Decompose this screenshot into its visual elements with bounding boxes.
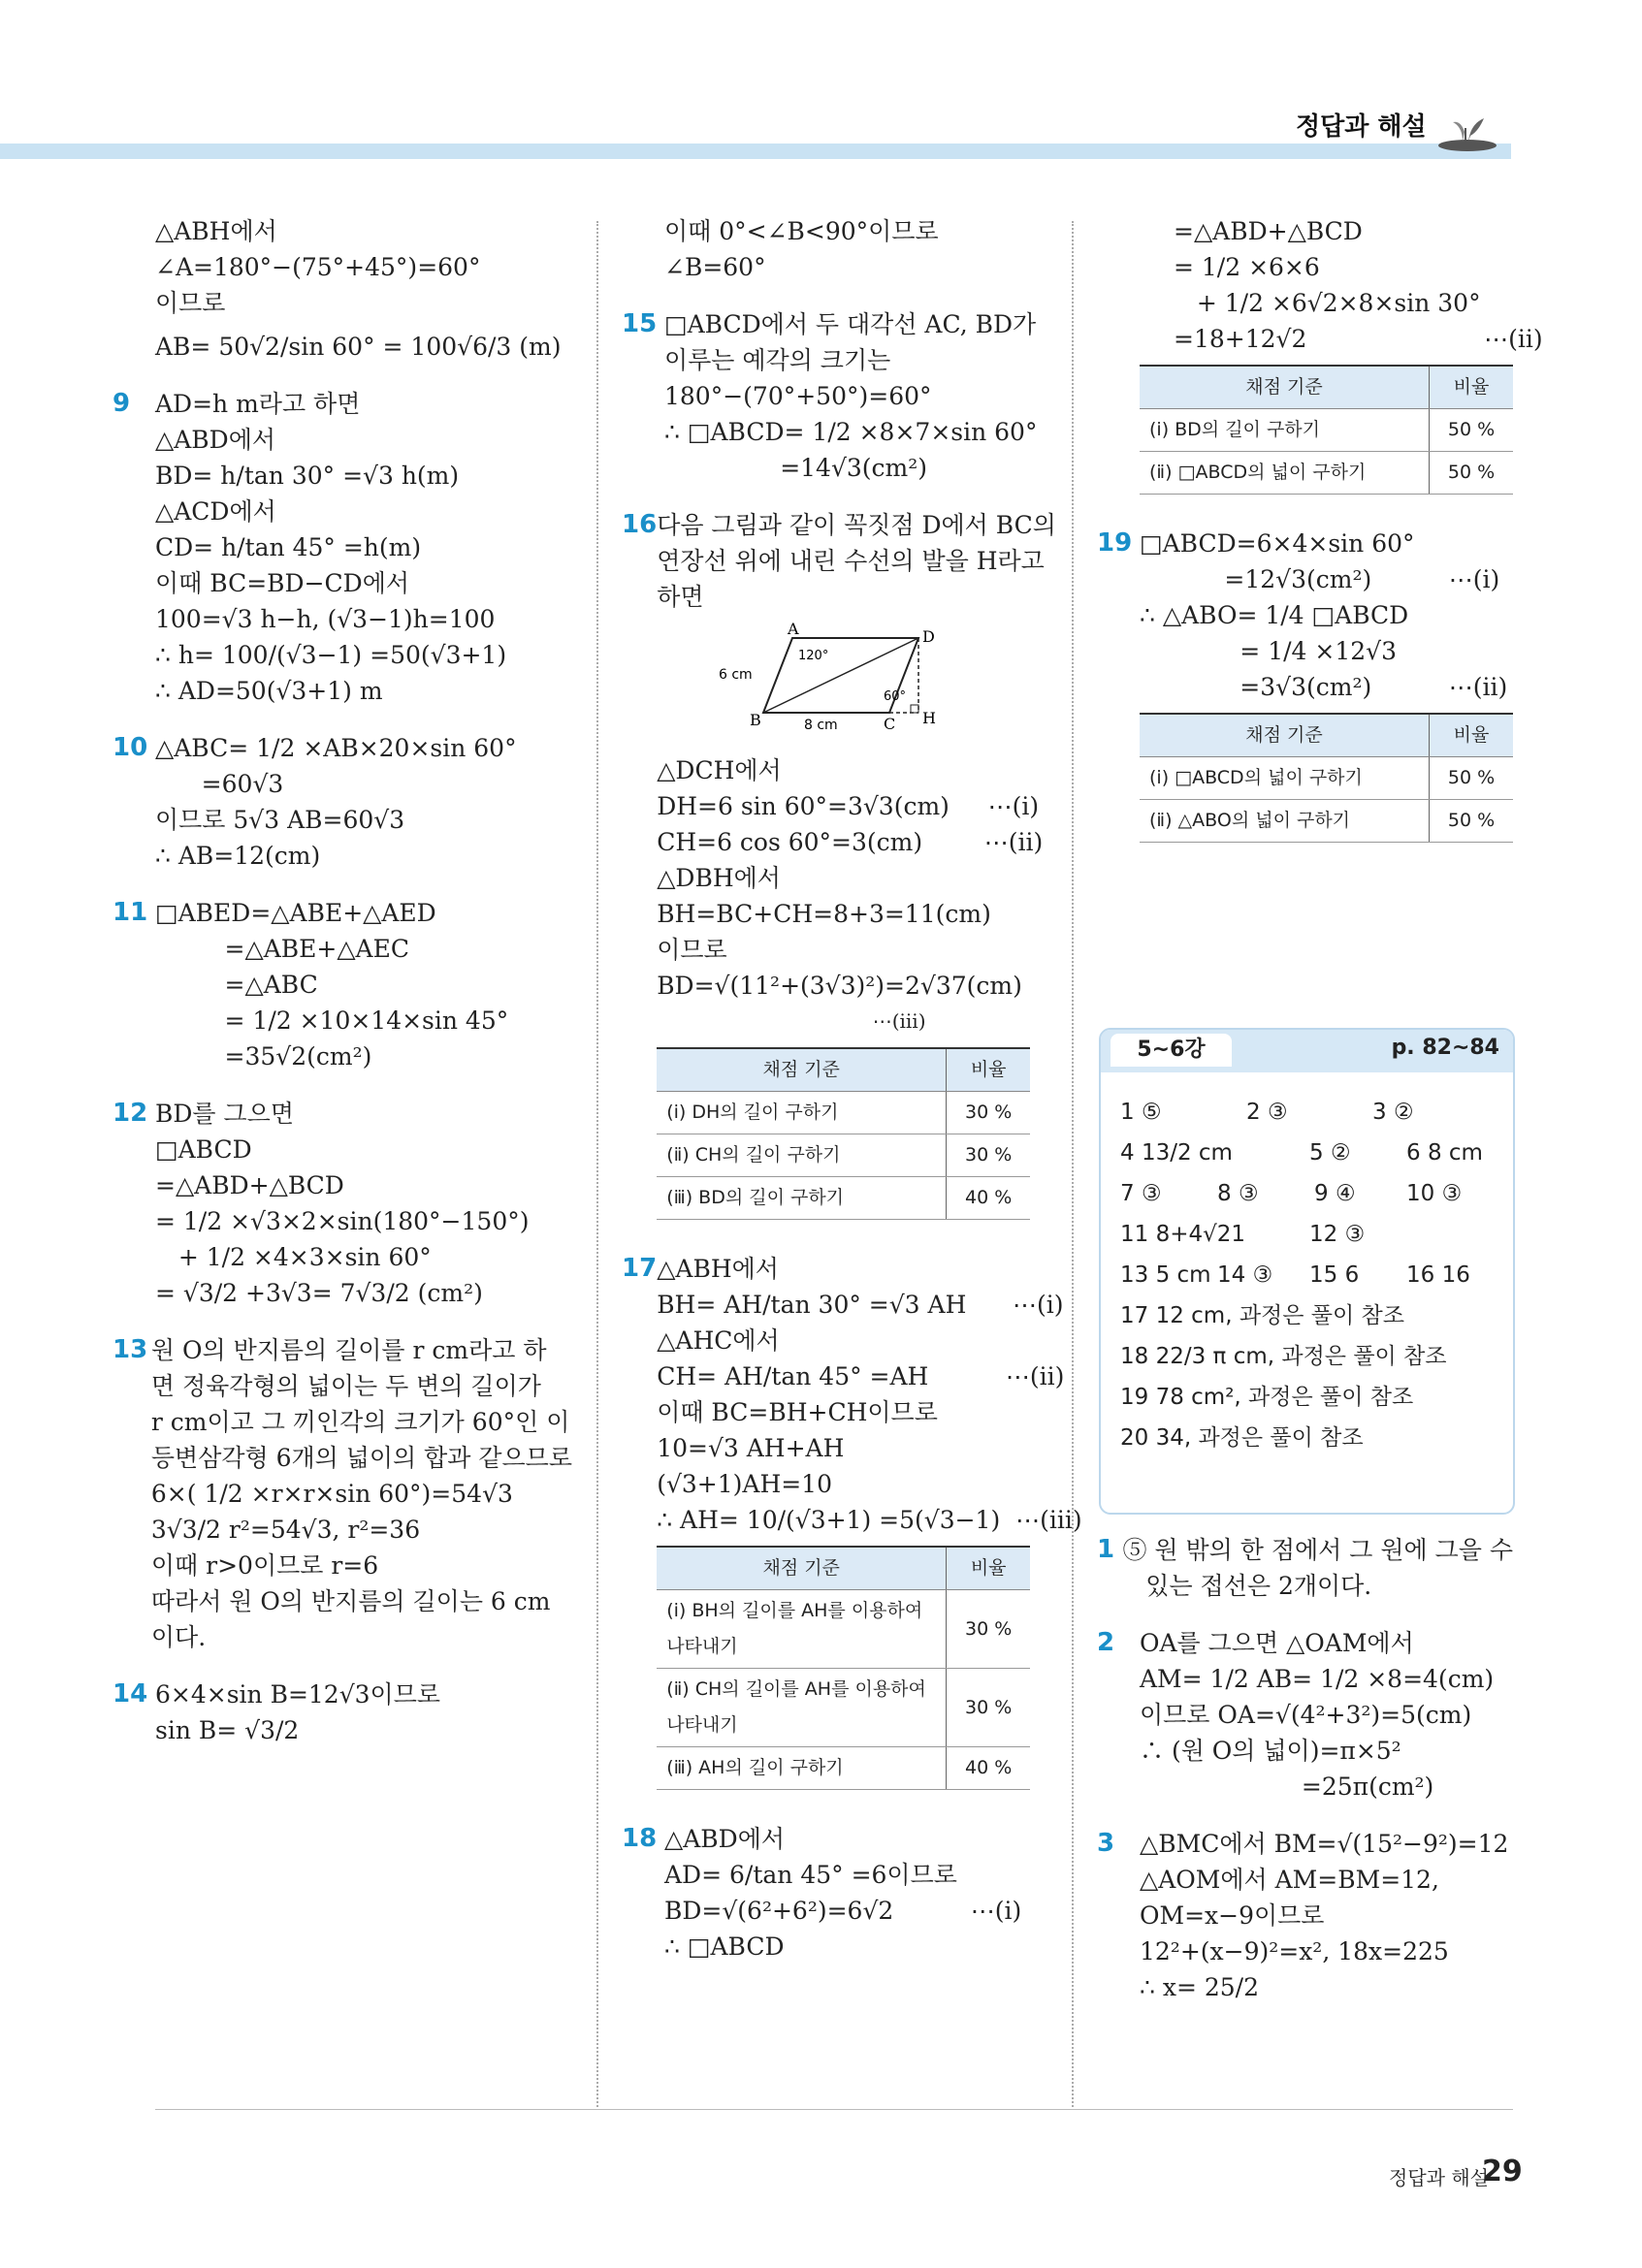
question-11 [113, 895, 572, 1074]
answer-item: 8 ③ [1217, 1181, 1259, 1206]
text-line: 이다. [150, 1623, 207, 1651]
table-header: 비율 [1430, 714, 1514, 757]
bottom-rule [155, 2109, 1513, 2110]
table-cell: (ⅰ) □ABCD의 넓이 구하기 [1140, 757, 1430, 800]
column-1 [113, 213, 572, 1748]
text-line: □ABCD=6×4×sin 60° [1140, 529, 1415, 558]
table-cell: 30 % [947, 1134, 1031, 1177]
text-line: =12√3(cm²) ⋯(ⅰ) [1140, 565, 1500, 593]
text-line: △ABH에서 [657, 1255, 779, 1283]
text-line: 이때 0°<∠B<90°이므로 [664, 217, 939, 245]
question-number: 10 [113, 733, 148, 762]
question-14 [113, 1677, 572, 1748]
lesson-label: 5~6강 [1111, 1034, 1232, 1067]
text-line: 180°−(70°+50°)=60° [664, 382, 932, 410]
column-divider-1 [596, 221, 598, 2107]
text-line: ∴ (원 O의 넓이)=π×5² [1140, 1737, 1401, 1765]
vertex-label-a: A [788, 621, 799, 638]
table-cell: 30 % [947, 1669, 1031, 1747]
text-line: CH= AH/tan 45° =AH ⋯(ⅱ) [657, 1362, 1065, 1390]
vertex-label-h: H [922, 709, 937, 727]
text-line: 원 O의 반지름의 길이를 r cm라고 하 [150, 1336, 547, 1364]
answer-item: 9 ④ [1314, 1181, 1356, 1206]
text-line: ∴ □ABCD [664, 1933, 785, 1961]
text-line: 이므로 5√3 AB=60√3 [155, 806, 405, 834]
table-header: 채점 기준 [657, 1547, 947, 1590]
answer-item: 5 ② [1309, 1140, 1351, 1166]
text-line: =△ABC [155, 971, 318, 999]
answer-1 [1097, 1532, 1513, 1604]
side-label: 6 cm [719, 667, 753, 683]
column-divider-2 [1072, 221, 1074, 2107]
text-line: OA를 그으면 △OAM에서 [1140, 1629, 1414, 1657]
text-line: 따라서 원 O의 반지름의 길이는 6 cm [150, 1587, 551, 1615]
question-9 [113, 386, 572, 709]
scoring-table-16 [657, 1047, 1030, 1220]
table-cell: 40 % [947, 1747, 1031, 1790]
text-line: 이때 BC=BH+CH이므로 [657, 1398, 938, 1426]
text-line: ∴ AB=12(cm) [155, 842, 321, 870]
question-number: 19 [1097, 528, 1133, 558]
text-line: OM=x−9이므로 [1140, 1901, 1325, 1930]
table-header: 비율 [947, 1547, 1031, 1590]
answer-item: 3 ② [1372, 1100, 1414, 1125]
table-cell: (ⅱ) △ABO의 넓이 구하기 [1140, 800, 1430, 843]
text-line: △ABD에서 [155, 426, 275, 454]
text-line: =3√3(cm²) ⋯(ⅱ) [1140, 673, 1508, 701]
text-line: AD=h m라고 하면 [155, 390, 361, 418]
table-header: 채점 기준 [1140, 714, 1430, 757]
text-line: △ABH에서 [155, 217, 277, 245]
text-line: △ACD에서 [155, 497, 276, 526]
footer-text: 정답과 해설 [1389, 2166, 1489, 2189]
answer-item: 20 34, 과정은 풀이 참조 [1120, 1425, 1364, 1451]
text-line: △AHC에서 [657, 1326, 780, 1355]
text-line: + 1/2 ×4×3×sin 60° [155, 1243, 432, 1271]
answer-item: 13 5 cm [1120, 1262, 1211, 1288]
text-line: 면 정육각형의 넓이는 두 변의 길이가 [150, 1372, 541, 1400]
table-header: 채점 기준 [657, 1048, 947, 1092]
text-line: △ABD에서 [664, 1825, 785, 1853]
table-cell: 50 % [1430, 409, 1514, 452]
text-line: BD를 그으면 [155, 1100, 294, 1128]
angle-label-60: 60° [884, 689, 907, 704]
table-cell: (ⅱ) CH의 길이를 AH를 이용하여 나타내기 [657, 1669, 947, 1747]
table-cell: 30 % [947, 1590, 1031, 1669]
question-number: 12 [113, 1099, 148, 1128]
question-number: 9 [113, 389, 131, 418]
text-line: △DBH에서 [657, 864, 781, 892]
sprout-icon [1433, 103, 1501, 151]
text-line: 이루는 예각의 크기는 [664, 346, 891, 374]
answer-box [1099, 1028, 1515, 1515]
text-line: 다음 그림과 같이 꼭짓점 D에서 BC의 [657, 511, 1056, 539]
text-line: CD= h/tan 45° =h(m) [155, 533, 422, 561]
text-line: △DCH에서 [657, 756, 782, 784]
text-line: ∴ △ABO= 1/4 □ABCD [1140, 601, 1409, 629]
question-number: 13 [113, 1335, 148, 1364]
answer-item: 12 ③ [1309, 1222, 1366, 1247]
answer-item: 19 78 cm², 과정은 풀이 참조 [1120, 1385, 1414, 1410]
text-line: =△ABE+△AEC [155, 935, 409, 963]
column-3 [1096, 213, 1543, 852]
text-line: (√3+1)AH=10 [657, 1470, 832, 1498]
base-label: 8 cm [804, 718, 838, 733]
text-line: CH=6 cos 60°=3(cm) ⋯(ⅱ) [657, 828, 1044, 856]
vertex-label-c: C [884, 715, 896, 733]
question-number: 2 [1097, 1628, 1115, 1657]
table-cell: (ⅰ) BD의 길이 구하기 [1140, 409, 1430, 452]
text-line: =35√2(cm²) [155, 1042, 372, 1070]
answer-item: 15 6 [1309, 1262, 1360, 1288]
text-line: 10=√3 AH+AH [657, 1434, 845, 1462]
text-line: AM= 1/2 AB= 1/2 ×8=4(cm) [1140, 1665, 1495, 1693]
text-line: =60√3 [155, 770, 284, 798]
question-13 [113, 1332, 572, 1655]
question-10 [113, 730, 572, 874]
scoring-table-17 [657, 1546, 1030, 1790]
answer-item: 16 16 [1406, 1262, 1470, 1288]
text-line: 이므로 OA=√(4²+3²)=5(cm) [1140, 1701, 1472, 1729]
header-band [0, 144, 1511, 159]
table-cell: 40 % [947, 1177, 1031, 1220]
text-line: =14√3(cm²) [664, 454, 928, 482]
text-line: DH=6 sin 60°=3√3(cm) ⋯(ⅰ) [657, 792, 1040, 820]
question-18 [622, 1821, 1047, 1965]
question-16 [622, 507, 1056, 1230]
text-line: 12²+(x−9)²=x², 18x=225 [1140, 1937, 1449, 1965]
text-line: ∠A=180°−(75°+45°)=60° [155, 253, 481, 281]
text-line: ∴ x= 25/2 [1140, 1973, 1259, 2001]
text-line: = 1/2 ×√3×2×sin(180°−150°) [155, 1207, 530, 1235]
question-number: 17 [622, 1254, 658, 1283]
page-range: p. 82~84 [1391, 1036, 1499, 1060]
table-cell: (ⅰ) DH의 길이 구하기 [657, 1092, 947, 1134]
table-cell: (ⅱ) CH의 길이 구하기 [657, 1134, 947, 1177]
page-header-title: 정답과 해설 [1296, 112, 1427, 142]
text-line: BD=√(6²+6²)=6√2 ⋯(ⅰ) [664, 1897, 1022, 1925]
column-2 [622, 213, 1082, 1965]
table-header: 채점 기준 [1140, 366, 1430, 409]
text-line: = 1/2 ×10×14×sin 45° [155, 1006, 509, 1035]
text-line: ∴ h= 100/(√3−1) =50(√3+1) [155, 641, 507, 669]
text-line: BH=BC+CH=8+3=11(cm) [657, 900, 991, 928]
table-cell: 50 % [1430, 757, 1514, 800]
text-line: ∴ AD=50(√3+1) m [155, 677, 383, 705]
answer-item: 2 ③ [1246, 1100, 1288, 1125]
text-line: BH= AH/tan 30° =√3 AH ⋯(ⅰ) [657, 1291, 1064, 1319]
scoring-table-19 [1140, 713, 1513, 843]
text-line: ⑤ 원 밖의 한 점에서 그 원에 그을 수 [1122, 1536, 1513, 1564]
text-line: □ABED=△ABE+△AED [155, 899, 436, 927]
answer-item: 7 ③ [1120, 1181, 1162, 1206]
answer-item: 6 8 cm [1406, 1140, 1483, 1166]
text-line: ⋯(ⅲ) [657, 1009, 926, 1033]
text-line: = √3/2 +3√3= 7√3/2 (cm²) [155, 1279, 483, 1307]
text-line: =△ABD+△BCD [1174, 217, 1363, 245]
table-cell: (ⅲ) AH의 길이 구하기 [657, 1747, 947, 1790]
answer-item: 14 ③ [1217, 1262, 1273, 1288]
text-line: 이때 BC=BD−CD에서 [155, 569, 409, 597]
text-line: 연장선 위에 내린 수선의 발을 H라고 [657, 547, 1045, 575]
answer-2 [1097, 1625, 1513, 1805]
question-number: 15 [622, 309, 658, 338]
vertex-label-b: B [750, 711, 761, 729]
text-line: ∴ □ABCD= 1/2 ×8×7×sin 60° [664, 418, 1038, 446]
vertex-label-d: D [922, 627, 936, 646]
scoring-table-18 [1140, 365, 1513, 495]
text-line: 이므로 [155, 289, 226, 317]
question-number: 18 [622, 1824, 658, 1853]
column-3-answers [1097, 1532, 1513, 2005]
table-cell: 50 % [1430, 800, 1514, 843]
text-line: 있는 접선은 2개이다. [1122, 1572, 1372, 1600]
text-line: △AOM에서 AM=BM=12, [1140, 1866, 1439, 1894]
question-number: 1 [1097, 1535, 1115, 1564]
question-number: 3 [1097, 1829, 1115, 1858]
table-cell: (ⅱ) □ABCD의 넓이 구하기 [1140, 452, 1430, 495]
answer-item: 1 ⑤ [1120, 1100, 1162, 1125]
parallelogram-figure [715, 621, 938, 737]
answer-item: 18 22/3 π cm, 과정은 풀이 참조 [1120, 1344, 1447, 1369]
text-line: 6×4×sin B=12√3이므로 [155, 1680, 440, 1709]
text-line: □ABCD [155, 1135, 252, 1164]
answer-list [1120, 1092, 1483, 1458]
answer-item: 17 12 cm, 과정은 풀이 참조 [1120, 1303, 1404, 1328]
text-line: 이므로 [657, 936, 727, 964]
question-19 [1097, 526, 1513, 852]
answer-3 [1097, 1826, 1513, 2005]
text-line: = 1/2 ×6×6 [1174, 253, 1320, 281]
table-cell: (ⅲ) BD의 길이 구하기 [657, 1177, 947, 1220]
question-number: 16 [622, 510, 658, 539]
table-header: 비율 [1430, 366, 1514, 409]
table-cell: 50 % [1430, 452, 1514, 495]
page-number: 29 [1482, 2155, 1523, 2188]
text-line: AB= 50√2/sin 60° = 100√6/3 (m) [155, 333, 562, 361]
table-header: 비율 [947, 1048, 1031, 1092]
text-line: 하면 [657, 583, 704, 611]
text-line: + 1/2 ×6√2×8×sin 30° [1174, 289, 1481, 317]
text-line: 100=√3 h−h, (√3−1)h=100 [155, 605, 496, 633]
text-line: △ABC= 1/2 ×AB×20×sin 60° [155, 734, 517, 762]
question-15 [622, 306, 1047, 486]
text-line: 이때 r>0이므로 r=6 [150, 1551, 379, 1580]
text-line: BD=√(11²+(3√3)²)=2√37(cm) [657, 972, 1022, 1000]
text-line: ∴ AH= 10/(√3+1) =5(√3−1) ⋯(ⅲ) [657, 1506, 1082, 1534]
answer-item: 4 13/2 cm [1120, 1140, 1233, 1166]
table-cell: (ⅰ) BH의 길이를 AH를 이용하여 나타내기 [657, 1590, 947, 1669]
text-line: □ABCD에서 두 대각선 AC, BD가 [664, 310, 1037, 338]
text-line: = 1/4 ×12√3 [1140, 637, 1397, 665]
text-line: 등변삼각형 6개의 넓이의 합과 같으므로 [150, 1444, 572, 1472]
text-line: ∠B=60° [664, 253, 766, 281]
question-number: 11 [113, 898, 148, 927]
question-17 [622, 1251, 1082, 1800]
answer-item: 11 8+4√21 [1120, 1222, 1246, 1247]
text-line: 3√3/2 r²=54√3, r²=36 [150, 1516, 421, 1544]
text-line: r cm이고 그 끼인각의 크기가 60°인 이 [150, 1408, 570, 1436]
angle-label-120: 120° [798, 649, 829, 663]
text-line: =△ABD+△BCD [155, 1171, 344, 1199]
text-line: BD= h/tan 30° =√3 h(m) [155, 462, 460, 490]
question-number: 14 [113, 1679, 148, 1709]
text-line: △BMC에서 BM=√(15²−9²)=12 [1140, 1830, 1509, 1858]
table-cell: 30 % [947, 1092, 1031, 1134]
question-12 [113, 1096, 572, 1311]
text-line: =18+12√2 ⋯(ⅱ) [1174, 325, 1543, 353]
answer-item: 10 ③ [1406, 1181, 1463, 1206]
text-line: sin B= √3/2 [155, 1716, 300, 1744]
text-line: 6×( 1/2 ×r×r×sin 60°)=54√3 [150, 1480, 513, 1508]
text-line: AD= 6/tan 45° =6이므로 [664, 1861, 957, 1889]
text-line: =25π(cm²) [1140, 1773, 1434, 1801]
